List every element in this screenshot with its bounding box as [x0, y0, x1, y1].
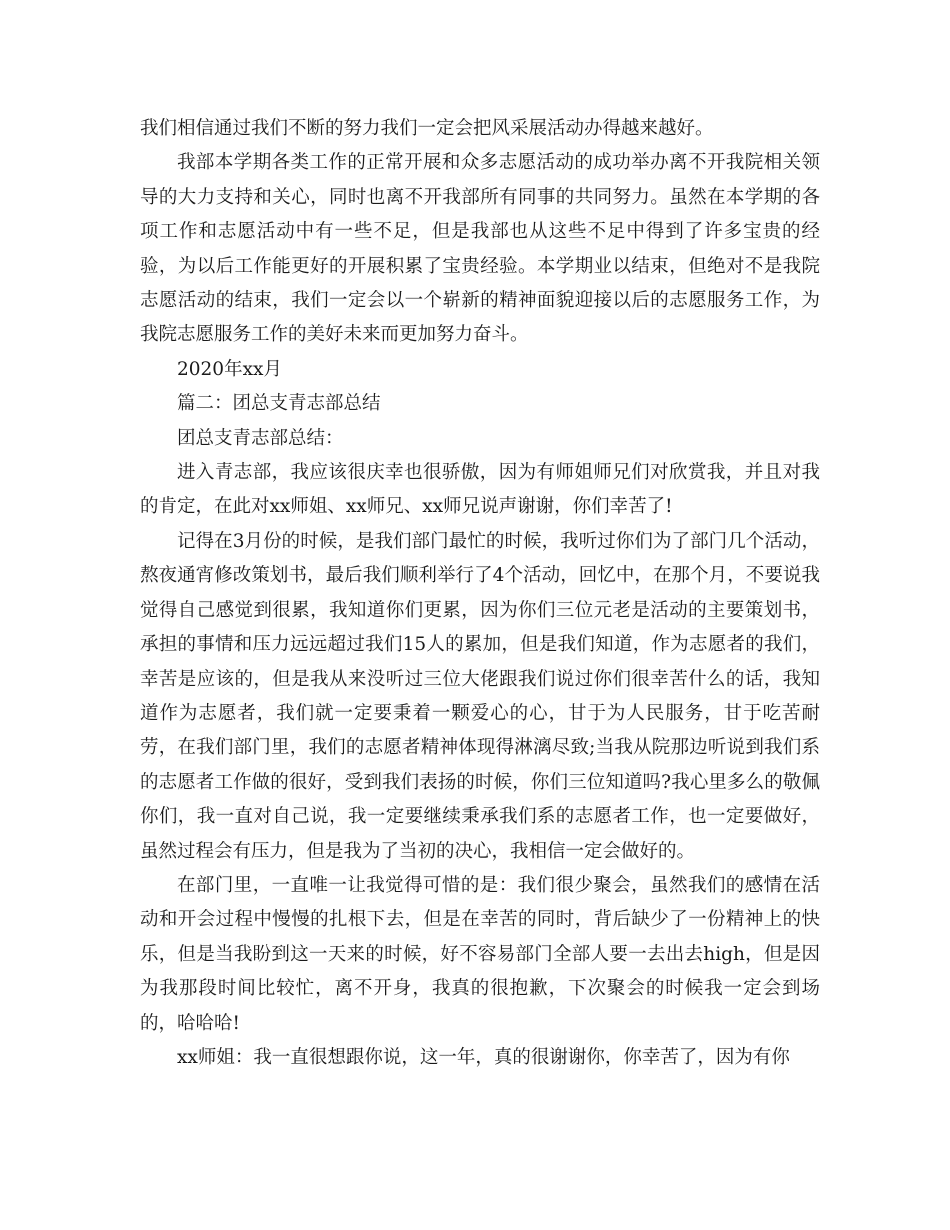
date-line: 2020年xx月 [177, 358, 282, 380]
section-subheading: 团总支青志部总结： [177, 427, 344, 449]
paragraph-1: 我们相信通过我们不断的努力我们一定会把风采展活动办得越来越好。 [140, 118, 714, 139]
paragraph-3: 进入青志部，我应该很庆幸也很骄傲，因为有师姐师兄们对欣赏我，并且对我的肯定，在此对xx师姐、xx师兄、xx师兄说声谢谢，你们幸苦了! [140, 462, 820, 518]
section-heading: 篇二：团总支青志部总结 [177, 393, 381, 415]
paragraph-6: xx师姐：我一直很想跟你说，这一年，真的很谢谢你，你幸苦了，因为有你 [177, 1046, 790, 1068]
paragraph-2: 我部本学期各类工作的正常开展和众多志愿活动的成功举办离不开我院相关领导的大力支持和关心，同时也离不开我部所有同事的共同努力。虽然在本学期的各项工作和志愿活动中有一些不足，但是我部也从这些不足中得到了许多宝贵的经验，为以后工作能更好的开展积累了宝贵经验。本学期业以结束，但绝对不是我院志愿活动的结束，我们一定会以一个崭新的精神面貌迎接以后的志愿服务工作，为我院志愿服务工作的美好未来而更加努力奋斗。 [140, 152, 820, 346]
document-body [140, 112, 820, 1075]
paragraph-4: 记得在3月份的时候，是我们部门最忙的时候，我听过你们为了部门几个活动，熬夜通宵修改策划书，最后我们顺利举行了4个活动，回忆中，在那个月，不要说我觉得自己感觉到很累，我知道你们更累，因为你们三位元老是活动的主要策划书，承担的事情和压力远远超过我们15人的累加，但是我们知道，作为志愿者的我们，幸苦是应该的，但是我从来没听过三位大佬跟我们说过你们很幸苦什么的话，我知道作为志愿者，我们就一定要秉着一颗爱心的心，甘于为人民服务，甘于吃苦耐劳，在我们部门里，我们的志愿者精神体现得淋漓尽致;当我从院那边听说到我们系的志愿者工作做的很好，受到我们表扬的时候，你们三位知道吗?我心里多么的敬佩你们，我一直对自己说，我一定要继续秉承我们系的志愿者工作，也一定要做好，虽然过程会有压力，但是我为了当初的决心，我相信一定会做好的。 [140, 530, 820, 862]
paragraph-5: 在部门里，一直唯一让我觉得可惜的是：我们很少聚会，虽然我们的感情在活动和开会过程中慢慢的扎根下去，但是在幸苦的同时，背后缺少了一份精神上的快乐，但是当我盼到这一天来的时候，好不容易部门全部人要一去出去high，但是因为我那段时间比较忙，离不开身，我真的很抱歉，下次聚会的时候我一定会到场的，哈哈哈! [140, 874, 820, 1034]
